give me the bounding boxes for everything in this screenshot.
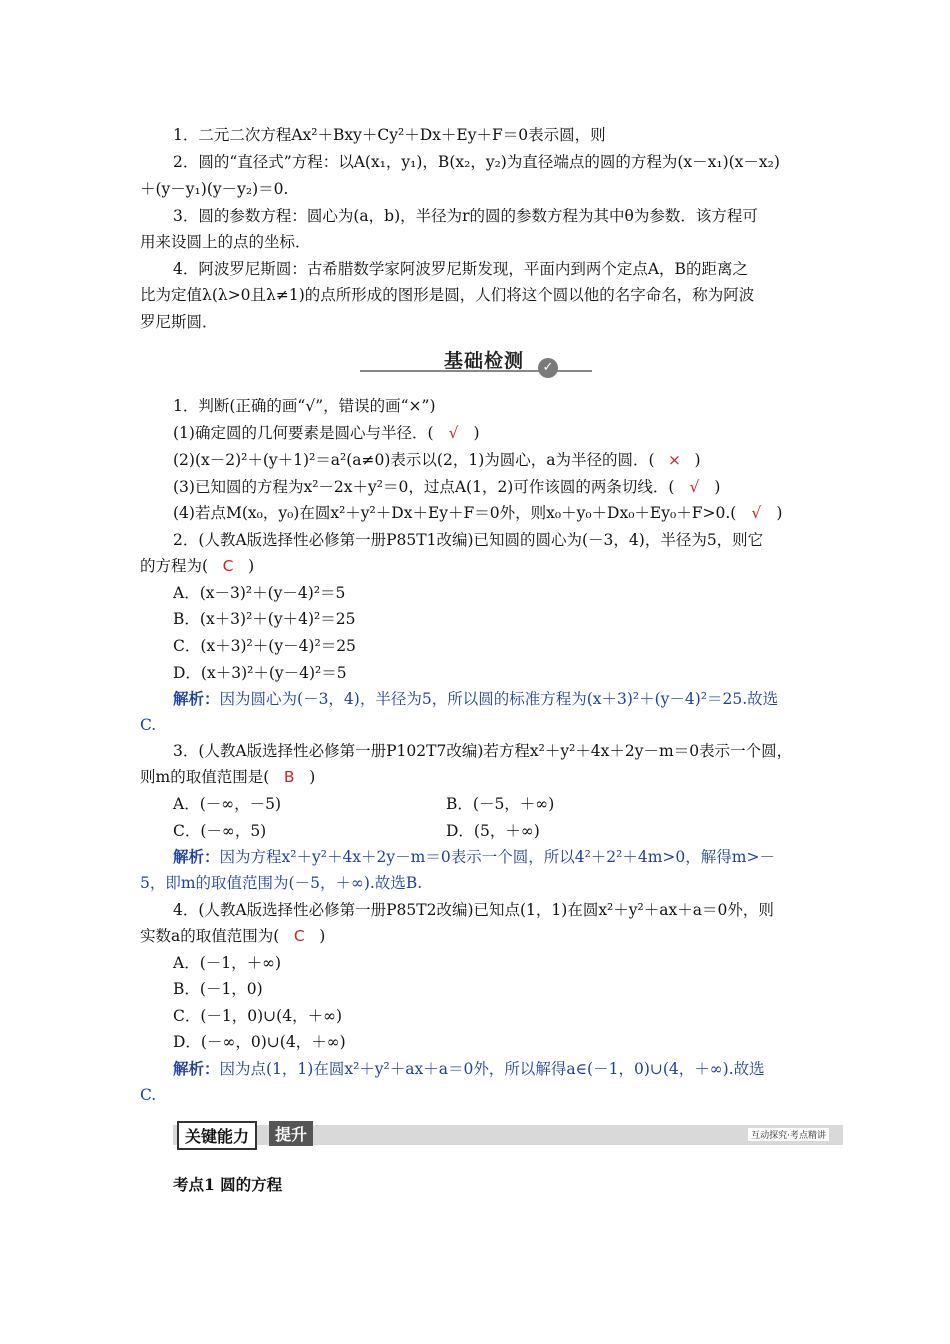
section-banner-basic-test [360, 346, 592, 376]
q4-option-d: D．(－∞，0)∪(4，＋∞) [173, 1033, 346, 1051]
q2-solution-line-1 [173, 689, 778, 709]
q1-item-2 [173, 450, 701, 470]
check-icon: ✓ [538, 358, 558, 378]
q2-stem-line-1: 2．(人教A版选择性必修第一册P85T1改编)已知圆的圆心为(－3，4)，半径为5，则它 [173, 531, 764, 549]
q4-solution-line-1 [173, 1059, 765, 1079]
solution-text: 因为方程x²＋y²＋4x＋2y－m＝0表示一个圆，所以4²＋2²＋4m>0，解得m>－ [219, 848, 775, 866]
q3-option-d: D．(5，＋∞) [446, 822, 540, 840]
q3-option-a: A．(－∞，－5) [173, 795, 282, 813]
q4-option-a: A．(－1，＋∞) [173, 954, 282, 972]
solution-label: 解析： [173, 1059, 220, 1078]
q4-answer: C [293, 927, 305, 945]
solution-label: 解析： [173, 847, 220, 866]
q4-solution-line-2: C. [140, 1086, 157, 1104]
q1-item-1 [173, 423, 480, 443]
banner-title: 基础检测 [444, 350, 525, 372]
q3-option-b: B．(－5，＋∞) [446, 795, 555, 813]
q1-item-answer: × [668, 451, 682, 469]
section-title: 关键能力 [177, 1121, 257, 1150]
section-header-key-ability [173, 1121, 843, 1151]
paren-close: ) [714, 478, 721, 496]
q3-option-c: C．(－∞，5) [173, 822, 267, 840]
paren-close: ) [776, 504, 783, 522]
q1-item-answer: √ [689, 478, 700, 496]
q1-item-answer: √ [448, 424, 459, 442]
paren-close: ) [248, 557, 255, 575]
summary-line-6: 4．阿波罗尼斯圆：古希腊数学家阿波罗尼斯发现，平面内到两个定点A，B的距离之 [173, 260, 748, 278]
solution-text: 因为点(1，1)在圆x²＋y²＋ax＋a＝0外，所以解得a∈(－1，0)∪(4，＋∞).故选 [219, 1060, 765, 1078]
summary-line-3: ＋(y－y₁)(y－y₂)＝0. [140, 180, 289, 198]
q2-stem-text: 的方程为( [140, 557, 209, 575]
q3-stem-line-2 [140, 767, 315, 787]
summary-line-1: 1．二元二次方程Ax²＋Bxy＋Cy²＋Dx＋Ey＋F＝0表示圆，则 [173, 126, 606, 144]
q4-stem-line-2 [140, 926, 325, 946]
q3-solution-line-2: 5，即m的取值范围为(－5，＋∞).故选B. [140, 874, 423, 892]
q2-option-a: A．(x－3)²＋(y－4)²＝5 [173, 584, 346, 602]
paren-close: ) [694, 451, 701, 469]
q3-solution-line-1 [173, 847, 775, 867]
paren-close: ) [319, 927, 326, 945]
q2-option-d: D．(x＋3)²＋(y－4)²＝5 [173, 664, 347, 682]
paren-close: ) [473, 424, 480, 442]
q2-option-b: B．(x＋3)²＋(y＋4)²＝25 [173, 610, 356, 628]
solution-label: 解析： [173, 689, 220, 708]
q1-item-4 [173, 503, 782, 523]
q4-option-b: B．(－1，0) [173, 980, 263, 998]
q1-stem: 1．判断(正确的画“√”，错误的画“×”) [173, 397, 436, 415]
paren-close: ) [309, 768, 316, 786]
kaodian-heading: 考点1 圆的方程 [173, 1175, 283, 1194]
q2-solution-line-2: C. [140, 716, 157, 734]
summary-line-2: 2．圆的“直径式”方程：以A(x₁，y₁)，B(x₂，y₂)为直径端点的圆的方程为(x－x₁)(x－x₂) [173, 153, 780, 171]
q4-stem-text: 实数a的取值范围为( [140, 927, 280, 945]
q4-stem-line-1: 4．(人教A版选择性必修第一册P85T2改编)已知点(1，1)在圆x²＋y²＋ax＋a＝0外，则 [173, 901, 774, 919]
q2-answer: C [222, 557, 234, 575]
q1-item-text: (3)已知圆的方程为x²－2x＋y²＝0，过点A(1，2)可作该圆的两条切线．( [173, 478, 675, 496]
summary-line-7: 比为定值λ(λ>0且λ≠1)的点所形成的图形是圆，人们将这个圆以他的名字命名，称为阿波 [140, 286, 755, 304]
q3-stem-line-1: 3．(人教A版选择性必修第一册P102T7改编)若方程x²＋y²＋4x＋2y－m＝0表示一个圆， [173, 742, 793, 760]
q2-stem-line-2 [140, 556, 254, 576]
q2-option-c: C．(x＋3)²＋(y－4)²＝25 [173, 637, 356, 655]
summary-line-8: 罗尼斯圆． [140, 313, 218, 331]
section-highlight: 提升 [269, 1121, 313, 1146]
q1-item-3 [173, 477, 720, 497]
q1-item-text: (1)确定圆的几何要素是圆心与半径．( [173, 424, 434, 442]
q3-answer: B [283, 768, 295, 786]
q1-item-answer: √ [751, 504, 762, 522]
q4-option-c: C．(－1，0)∪(4，＋∞) [173, 1007, 343, 1025]
section-tagline: 互动探究·考点精讲 [748, 1128, 829, 1141]
q1-item-text: (4)若点M(x₀，y₀)在圆x²＋y²＋Dx＋Ey＋F＝0外，则x₀＋y₀＋Dx₀＋Ey₀＋F>0.( [173, 504, 737, 522]
summary-line-5: 用来设圆上的点的坐标． [140, 233, 311, 251]
summary-line-4: 3．圆的参数方程：圆心为(a，b)，半径为r的圆的参数方程为其中θ为参数．该方程可 [173, 207, 758, 225]
solution-text: 因为圆心为(－3，4)，半径为5，所以圆的标准方程为(x＋3)²＋(y－4)²＝25.故选 [219, 690, 779, 708]
q3-stem-text: 则m的取值范围是( [140, 768, 270, 786]
q1-item-text: (2)(x－2)²＋(y＋1)²＝a²(a≠0)表示以(2，1)为圆心，a为半径的圆．( [173, 451, 655, 469]
